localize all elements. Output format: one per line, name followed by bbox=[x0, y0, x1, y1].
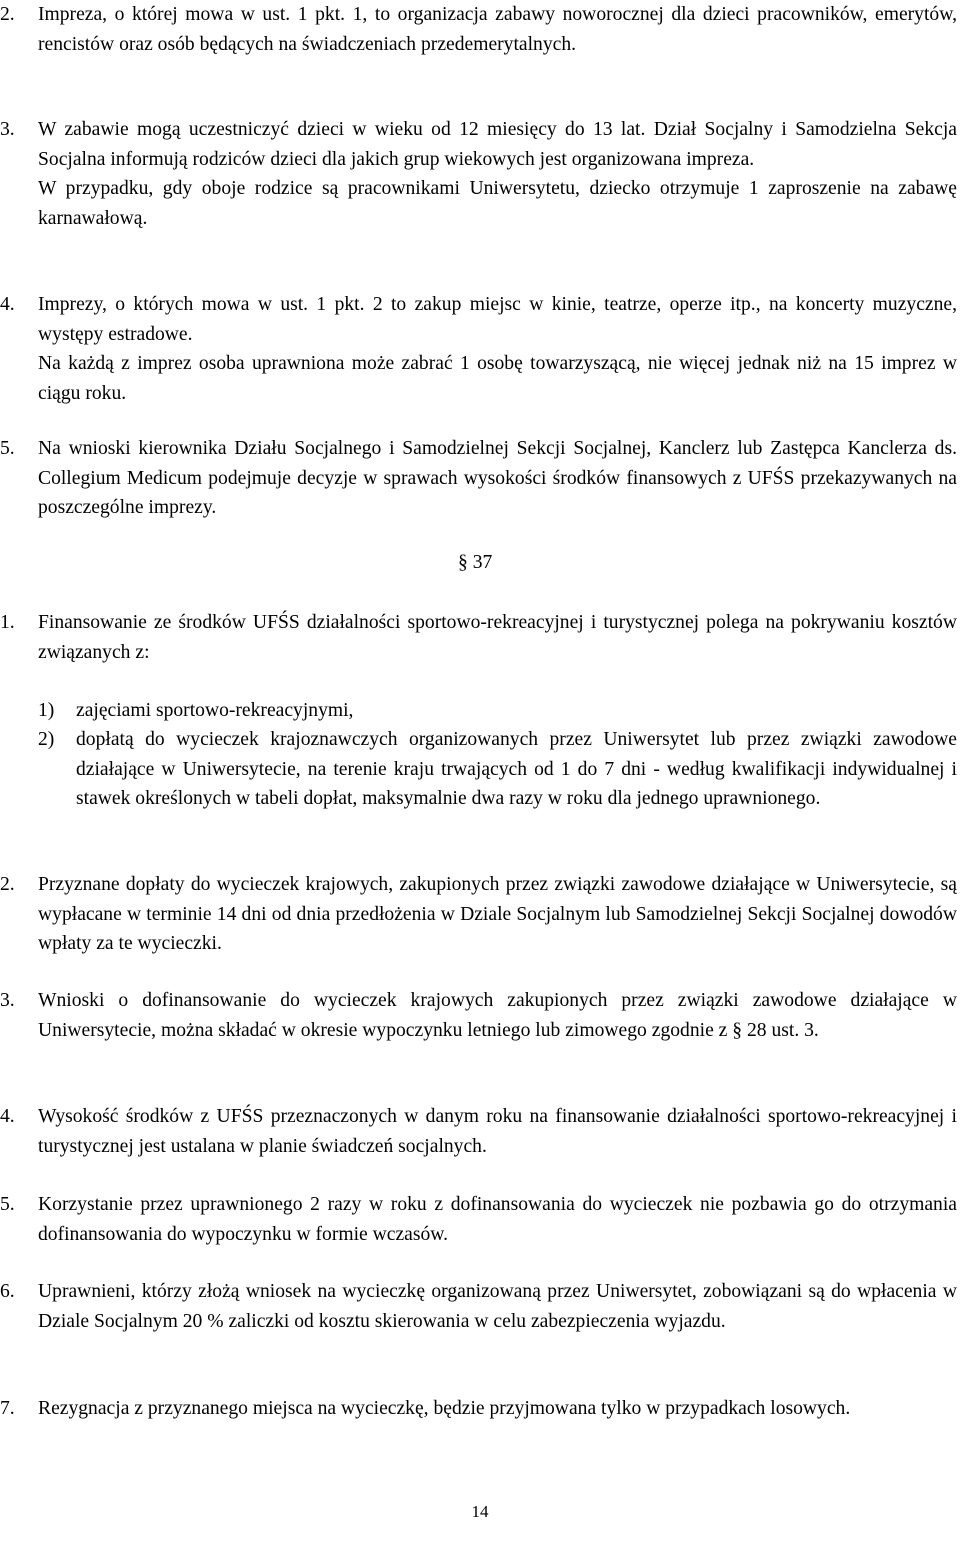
item-paragraph: Wysokość środków z UFŚS przeznaczonych w danym roku na finansowanie działalności sportowo-rekreacyjnej i turystycznej jest ustalana w planie świadczeń socjalnych. bbox=[38, 1106, 957, 1157]
item-paragraph: W przypadku, gdy oboje rodzice są pracownikami Uniwersytetu, dziecko otrzymuje 1 zaproszenie na zabawę karnawałową. bbox=[38, 178, 957, 229]
subitem-number: 2) bbox=[38, 729, 55, 750]
item-number: 3. bbox=[0, 119, 15, 140]
item-number: 7. bbox=[0, 1398, 15, 1419]
subitem-1 bbox=[38, 696, 957, 726]
subitem-text: zajęciami sportowo-rekreacyjnymi, bbox=[76, 700, 354, 721]
item-number: 5. bbox=[0, 438, 15, 459]
item-paragraph: Imprezy, o których mowa w ust. 1 pkt. 2 to zakup miejsc w kinie, teatrze, operze itp., na koncerty muzyczne, występy estradowe. bbox=[38, 294, 957, 345]
item-paragraph: Wnioski o dofinansowanie do wycieczek krajowych zakupionych przez związki zawodowe działające w Uniwersytecie, można składać w okresie wypoczynku letniego lub zimowego zgodnie z § 28 ust. 3. bbox=[38, 990, 957, 1041]
item-paragraph: Na wnioski kierownika Działu Socjalnego i Samodzielnej Sekcji Socjalnej, Kanclerz lub Zastępca Kanclerza ds. Collegium Medicum podejmuje decyzje w sprawach wysokości środków finansowych z UFŚS przekazywanych na poszczególne imprezy. bbox=[38, 438, 957, 518]
subitem-number: 1) bbox=[38, 700, 55, 721]
item-number: 4. bbox=[0, 1106, 15, 1127]
item-number: 2. bbox=[0, 4, 15, 25]
item-number: 5. bbox=[0, 1194, 15, 1215]
prev-item-5 bbox=[0, 434, 957, 523]
section-item-3 bbox=[0, 986, 957, 1045]
page-number: 14 bbox=[471, 1502, 489, 1521]
item-paragraph: Korzystanie przez uprawnionego 2 razy w roku z dofinansowania do wycieczek nie pozbawia go do otrzymania dofinansowania do wypoczynku w formie wczasów. bbox=[38, 1194, 957, 1245]
prev-item-4 bbox=[0, 290, 957, 408]
item-number: 4. bbox=[0, 294, 15, 315]
item-number: 6. bbox=[0, 1281, 15, 1302]
subitem-text: dopłatą do wycieczek krajoznawczych organizowanych przez Uniwersytet lub przez związki zawodowe działające w Uniwersytecie, na terenie kraju trwających od 1 do 7 dni - według kwalifikacji indywidualnej i stawek określonych w tabeli dopłat, maksymalnie dwa razy w roku dla jednego uprawnionego. bbox=[76, 729, 957, 809]
item-paragraph: Przyznane dopłaty do wycieczek krajowych, zakupionych przez związki zawodowe działające w Uniwersytecie, są wypłacane w terminie 14 dni od dnia przedłożenia w Dziale Socjalnym lub Samodzielnej Sekcji Socjalnej dowodów wpłaty za te wycieczki. bbox=[38, 874, 957, 954]
section-item-4 bbox=[0, 1102, 957, 1161]
item-paragraph: Uprawnieni, którzy złożą wniosek na wycieczkę organizowaną przez Uniwersytet, zobowiązani są do wpłacenia w Dziale Socjalnym 20 % zaliczki od kosztu skierowania w celu zabezpieczenia wyjazdu. bbox=[38, 1281, 957, 1332]
item-number: 2. bbox=[0, 874, 15, 895]
section-item-2 bbox=[0, 870, 957, 959]
section-item-5 bbox=[0, 1190, 957, 1249]
section-item-1 bbox=[0, 608, 957, 667]
item-paragraph: Impreza, o której mowa w ust. 1 pkt. 1, to organizacja zabawy noworocznej dla dzieci pracowników, emerytów, rencistów oraz osób będących na świadczeniach przedemerytalnych. bbox=[38, 4, 957, 55]
prev-item-2 bbox=[0, 0, 957, 59]
section-item-6 bbox=[0, 1277, 957, 1336]
prev-item-3 bbox=[0, 115, 957, 233]
item-paragraph: Finansowanie ze środków UFŚS działalności sportowo-rekreacyjnej i turystycznej polega na pokrywaniu kosztów związanych z: bbox=[38, 612, 957, 663]
subitem-2 bbox=[38, 725, 957, 814]
item-paragraph: Na każdą z imprez osoba uprawniona może zabrać 1 osobę towarzyszącą, nie więcej jednak niż na 15 imprez w ciągu roku. bbox=[38, 353, 957, 404]
item-number: 3. bbox=[0, 990, 15, 1011]
item-number: 1. bbox=[0, 612, 15, 633]
item-paragraph: Rezygnacja z przyznanego miejsca na wycieczkę, będzie przyjmowana tylko w przypadkach losowych. bbox=[38, 1398, 851, 1419]
item-paragraph: W zabawie mogą uczestniczyć dzieci w wieku od 12 miesięcy do 13 lat. Dział Socjalny i Samodzielna Sekcja Socjalna informują rodziców dzieci dla jakich grup wiekowych jest organizowana impreza. bbox=[38, 119, 957, 170]
section-item-7 bbox=[0, 1394, 957, 1424]
section-heading: § 37 bbox=[458, 552, 493, 573]
